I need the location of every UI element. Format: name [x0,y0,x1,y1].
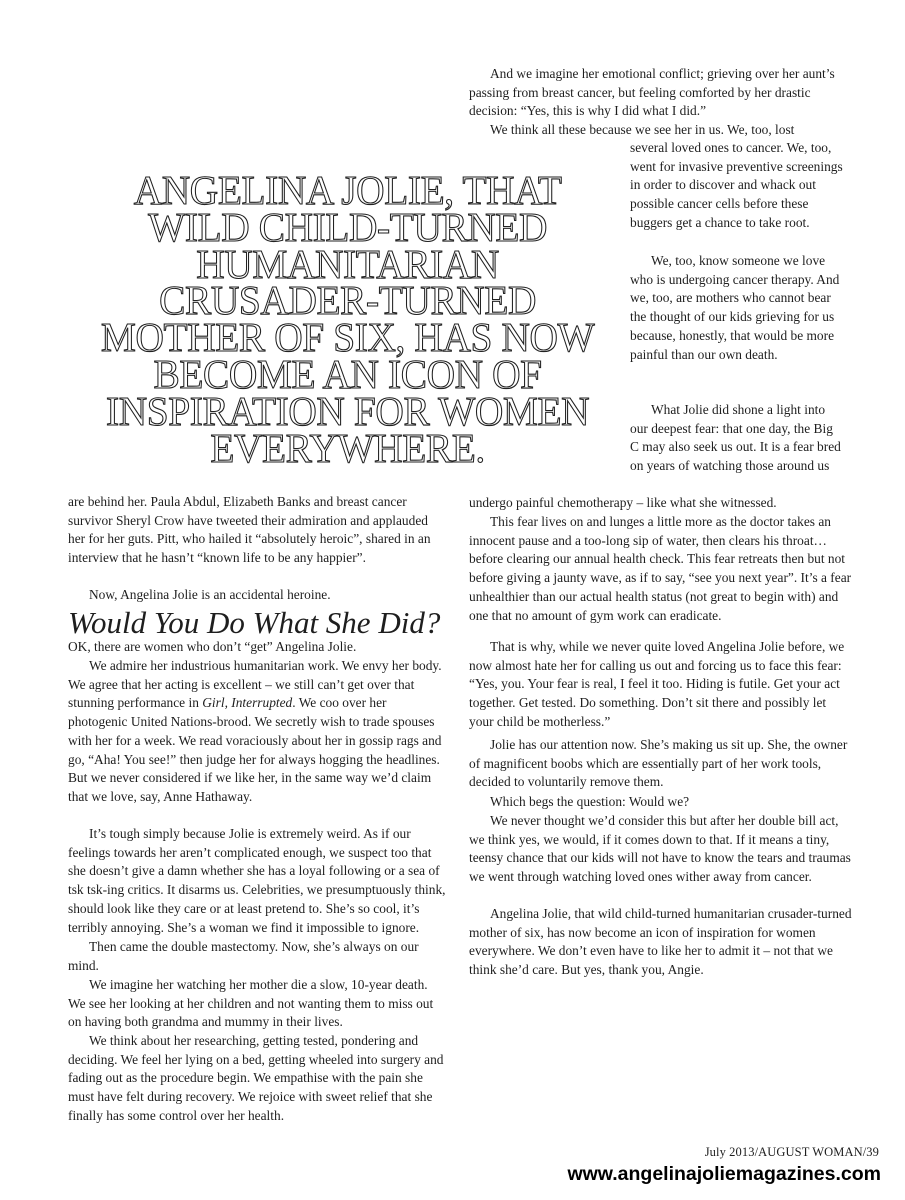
left-paragraph-4-text-a: We admire her industrious humanitarian work. We envy her body. We agree that her acting is excellent – we still can’t get over that stunning performance in [68,658,442,711]
right-paragraph-4b: undergo painful chemotherapy – like what she witnessed. [469,495,777,510]
left-paragraph-1: are behind her. Paula Abdul, Elizabeth Banks and breast cancer survivor Sheryl Crow have tweeted their admiration and applauded her for her guts. Pitt, who hailed it “absolutely heroic”, shared in an interview that he hasn’t “known life to be any happier”. [68,494,431,566]
left-paragraph-3: OK, there are women who don’t “get” Angelina Jolie. [68,639,357,654]
right-paragraph-10: Angelina Jolie, that wild child-turned humanitarian crusader-turned mother of six, has now become an icon of inspiration for women everywhere. We don’t even have to like her to admit it – not that we think she’d care. But yes, thank you, Angie. [469,906,852,978]
film-title: Girl, Interrupted [202,695,293,711]
right-paragraph-1: And we imagine her emotional conflict; grieving over her aunt’s passing from breast cancer, but feeling comforted by her drastic decision: “Yes, this is why I did what I did.” [469,66,835,119]
page-folio: July 2013/AUGUST WOMAN/39 [704,1145,879,1159]
right-paragraph-4a: What Jolie did shone a light into our deepest fear: that one day, the Big C may also seek us out. It is a fear bred on years of watching those around us [630,402,841,474]
right-paragraph-8: Which begs the question: Would we? [490,794,690,809]
left-paragraph-2: Now, Angelina Jolie is an accidental heroine. [89,587,331,602]
left-paragraph-4 [68,657,448,807]
right-paragraph-9: We never thought we’d consider this but after her double bill act, we think yes, we would, if it comes down to that. If it means a tiny, teensy chance that our kids will not have to know the tears and traumas we went through watching loved ones wither away from cancer. [469,813,851,885]
right-paragraph-2b: several loved ones to cancer. We, too, went for invasive preventive screenings in order to discover and whack out possible cancer cells before these buggers get a chance to take root. [630,140,843,230]
right-paragraph-7: Jolie has our attention now. She’s making us sit up. She, the owner of magnificent boobs which are essentially part of her work tools, decided to voluntarily remove them. [469,737,848,790]
subheading: Would You Do What She Did? [68,605,441,640]
right-paragraph-6: That is why, while we never quite loved Angelina Jolie before, we now almost hate her for calling us out and forcing us to face this fear: “Yes, you. Your fear is real, I feel it too. Hiding is futile. Get your act together. Get tested. Do something. Don’t sit there and possibly let your child be motherless.” [469,639,845,729]
left-paragraph-6: Then came the double mastectomy. Now, she’s always on our mind. [68,939,419,973]
right-paragraph-3: We, too, know someone we love who is undergoing cancer therapy. And we, too, are mothers who cannot bear the thought of our kids grieving for us because, honestly, that would be more painful than our own death. [630,253,840,362]
left-paragraph-5: It’s tough simply because Jolie is extremely weird. As if our feelings towards her aren’t complicated enough, we suspect too that she doesn’t give a damn whether she has a loyal following or a sea of tsk tsk-ing critics. It disarms us. Celebrities, we presumptuously think, should look like they care or at least pretend to. She’s so cool, it’s terribly annoying. She’s a woman we find it impossible to ignore. [68,826,446,935]
left-paragraph-7: We imagine her watching her mother die a slow, 10-year death. We see her looking at her children and not wanting them to miss out on having both grandma and mummy in their lives. [68,977,434,1030]
right-paragraph-2a: We think all these because we see her in us. We, too, lost [490,122,795,137]
website-watermark: www.angelinajoliemagazines.com [567,1163,881,1185]
left-paragraph-8: We think about her researching, getting tested, pondering and deciding. We feel her lying on a bed, getting wheeled into surgery and fading out as the procedure begin. We empathise with the pain she must have felt during recovery. We rejoice with sweet relief that she finally has some control over her health. [68,1033,444,1123]
left-paragraph-4-text-b: . We coo over her photogenic United Nations-brood. We secretly wish to trade spouses with her for a week. We read voraciously about her in gossip rags and go, “Aha! You see!” then judge her for always hogging the headlines. But we never considered if we like her, in the same way we’d claim that we love, say, Anne Hathaway. [68,695,442,804]
right-paragraph-5: This fear lives on and lunges a little more as the doctor takes an innocent pause and a too-long sip of water, then clears his throat…before clearing our annual health check. This fear retreats then but not before giving a jaunty wave, as if to say, “see you next year”. It’s a fear unhealthier than our actual health status (not great to begin with) and one that no amount of gym work can eradicate. [469,514,852,623]
pull-quote: ANGELINA JOLIE, THAT WILD CHILD-TURNED HUMANITARIAN CRUSADER-TURNED MOTHER OF SIX, HAS NOW BECOME AN ICON OF INSPIRATION FOR WOMEN EVERYWHERE. [100,167,595,471]
